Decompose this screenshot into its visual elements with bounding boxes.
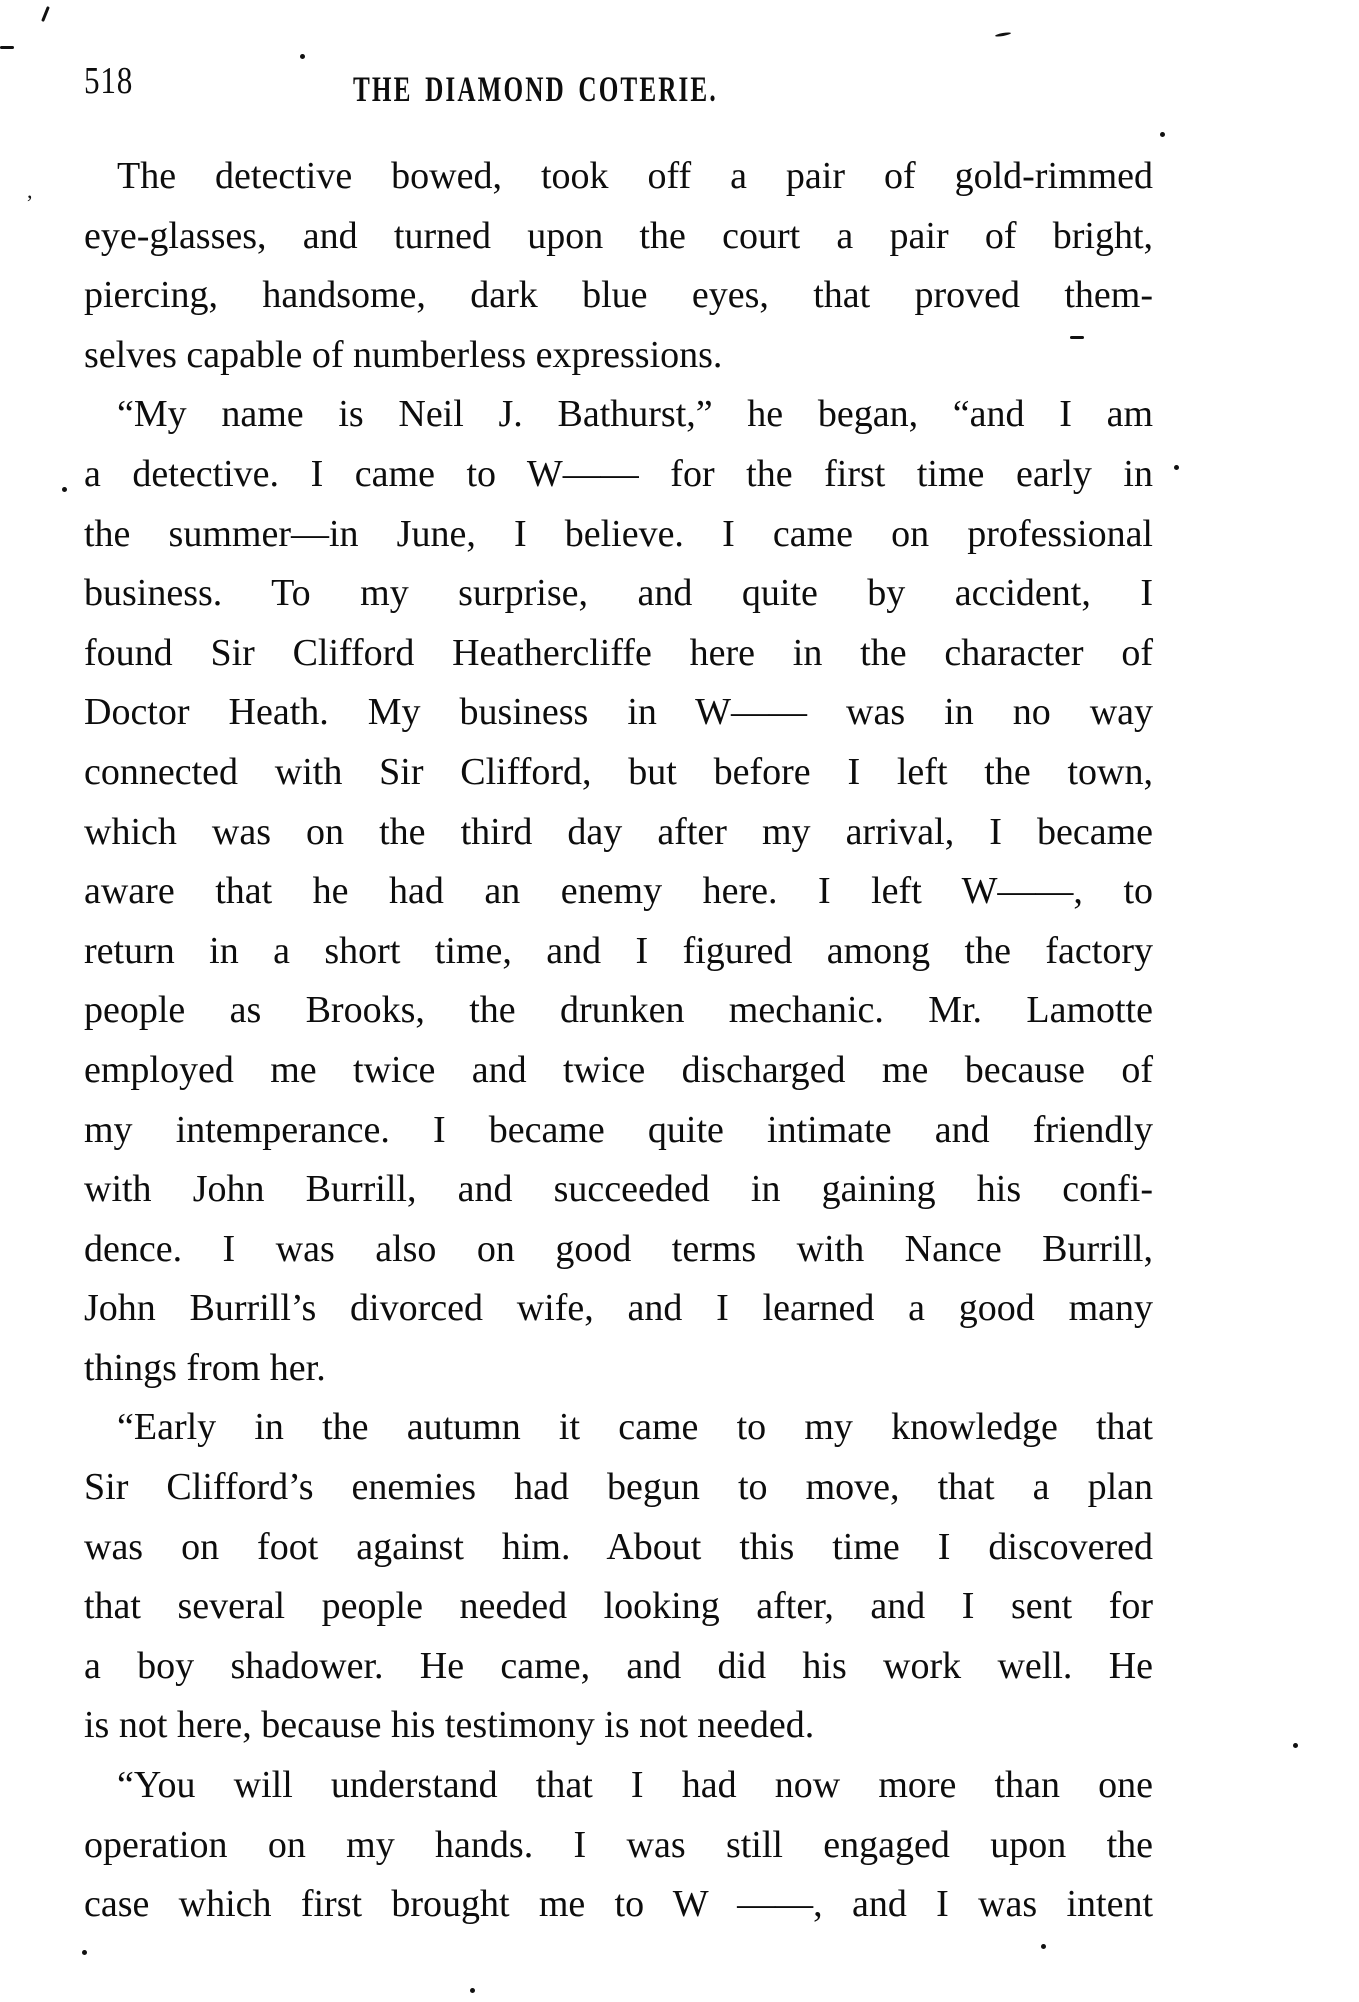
text-line: my intemperance. I became quite intimate and friendly bbox=[84, 1108, 1153, 1151]
scan-speck bbox=[41, 6, 50, 22]
text-line: was on foot against him. About this time I discovered bbox=[84, 1525, 1153, 1568]
scan-speck bbox=[300, 54, 305, 59]
text-line: operation on my hands. I was still engaged upon the bbox=[84, 1823, 1153, 1866]
scan-speck bbox=[1160, 132, 1165, 137]
text-line: things from her. bbox=[84, 1346, 326, 1389]
scan-speck bbox=[1070, 336, 1084, 339]
text-line: that several people needed looking after, and I sent for bbox=[84, 1585, 1153, 1628]
text-line: eye-glasses, and turned upon the court a pair of bright, bbox=[84, 214, 1153, 257]
text-line: is not here, because his testimony is not needed. bbox=[84, 1704, 815, 1747]
text-line: the summer—in June, I believe. I came on professional bbox=[84, 512, 1153, 555]
text-line: Doctor Heath. My business in W—— was in no way bbox=[84, 691, 1153, 734]
text-line: “Early in the autumn it came to my knowledge that bbox=[117, 1406, 1153, 1449]
page-text bbox=[84, 147, 1153, 1935]
text-line: case which first brought me to W ——, and I was intent bbox=[84, 1883, 1153, 1926]
text-line: which was on the third day after my arrival, I became bbox=[84, 810, 1153, 853]
text-line: people as Brooks, the drunken mechanic. Mr. Lamotte bbox=[84, 989, 1153, 1032]
text-line: “You will understand that I had now more than one bbox=[117, 1764, 1153, 1807]
text-line: dence. I was also on good terms with Nance Burrill, bbox=[84, 1227, 1153, 1270]
text-line: aware that he had an enemy here. I left W——, to bbox=[84, 870, 1153, 913]
text-line: connected with Sir Clifford, but before I left the town, bbox=[84, 750, 1153, 793]
scan-speck bbox=[995, 32, 1011, 38]
text-line: John Burrill’s divorced wife, and I learned a good many bbox=[84, 1287, 1153, 1330]
scan-speck: , bbox=[27, 178, 33, 203]
scan-speck bbox=[1041, 1944, 1046, 1949]
scan-speck bbox=[62, 487, 67, 492]
text-line: a boy shadower. He came, and did his work well. He bbox=[84, 1644, 1153, 1687]
page-number: 518 bbox=[84, 60, 134, 102]
scan-speck bbox=[82, 1950, 87, 1955]
text-line: Sir Clifford’s enemies had begun to move, that a plan bbox=[84, 1466, 1153, 1509]
text-line: found Sir Clifford Heathercliffe here in the character of bbox=[84, 631, 1153, 674]
text-line: return in a short time, and I figured among the factory bbox=[84, 929, 1153, 972]
scan-speck bbox=[1174, 465, 1179, 470]
text-line: a detective. I came to W—— for the first time early in bbox=[84, 452, 1153, 495]
scan-speck bbox=[1293, 1743, 1298, 1748]
text-line: business. To my surprise, and quite by accident, I bbox=[84, 572, 1153, 615]
scan-speck bbox=[0, 46, 14, 49]
running-title: THE DIAMOND COTERIE. bbox=[353, 69, 718, 109]
text-line: with John Burrill, and succeeded in gaining his confi- bbox=[84, 1168, 1153, 1211]
text-line: piercing, handsome, dark blue eyes, that proved them- bbox=[84, 274, 1153, 317]
scan-speck bbox=[470, 1988, 475, 1993]
text-line: selves capable of numberless expressions. bbox=[84, 333, 723, 376]
text-line: The detective bowed, took off a pair of gold-rimmed bbox=[117, 155, 1153, 197]
text-line: employed me twice and twice discharged me because of bbox=[84, 1048, 1153, 1091]
text-line: “My name is Neil J. Bathurst,” he began, “and I am bbox=[117, 393, 1153, 436]
